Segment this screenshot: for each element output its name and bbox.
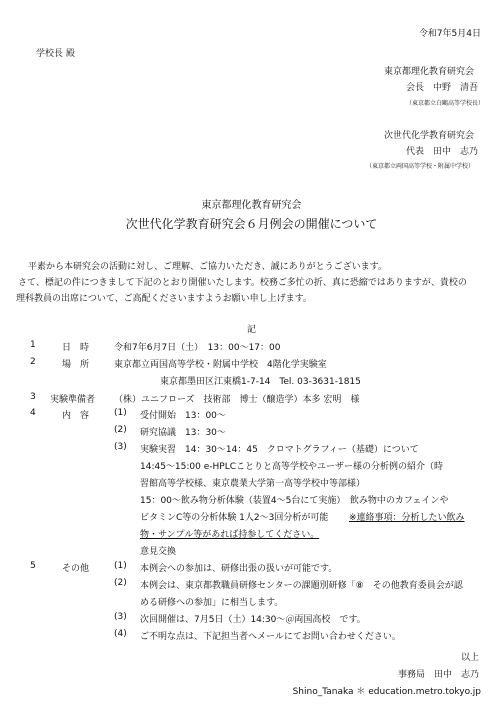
sub-number: (2) bbox=[114, 425, 127, 435]
sub-text: ビタミンC等の分析体験 1人2～3回分析が可能 bbox=[140, 513, 329, 523]
sub-text: 研究協議 13：30～ bbox=[140, 428, 226, 438]
sub-number: (4) bbox=[114, 629, 127, 639]
sender-affil: （東京都立両国高等学校・附属中学校） bbox=[366, 163, 475, 170]
item-number: 2 bbox=[30, 357, 36, 367]
closing: 以上 bbox=[460, 653, 479, 663]
sender-name: 会長 中野 清吾 bbox=[406, 83, 479, 93]
item-number: 4 bbox=[30, 408, 36, 418]
sub-text: 15：00～飲み物分析体験（装置4～5台にて実施） 飲み物中のカフェインや bbox=[140, 496, 449, 506]
sub-number: (1) bbox=[114, 561, 127, 571]
sender-org: 東京都理化教育研究会 bbox=[384, 67, 475, 77]
sub-text: 14:45～15:00 e-HPLCことりと高等学校やユーザー様の分析例の紹介（時 bbox=[140, 462, 444, 472]
item-label: 場 所 bbox=[62, 360, 90, 370]
item-number: 5 bbox=[30, 561, 36, 571]
sub-text: 受付開始 13：00～ bbox=[140, 411, 226, 421]
page-title: 次世代化学教育研究会６月例会の開催について bbox=[125, 217, 378, 231]
sub-text: ご不明な点は、下記担当者へメールにてお問い合わせください。 bbox=[140, 632, 401, 642]
sub-text: める研修への参加」に相当します。 bbox=[140, 598, 284, 608]
sender-name: 代表 田中 志乃 bbox=[406, 147, 479, 157]
item-label: その他 bbox=[62, 564, 90, 574]
sub-number: (2) bbox=[114, 578, 127, 588]
intro-line: さて、標記の件につきまして下記のとおり開催いたします。校務ご多忙の折、真に恐縮ではありますが、貴校の bbox=[18, 278, 467, 288]
sub-number: (3) bbox=[114, 612, 127, 622]
title-org: 東京都理化教育研究会 bbox=[201, 200, 302, 211]
item-text: （株）ユニフローズ 技術部 博士（醸造学）本多 宏明 様 bbox=[114, 395, 360, 405]
intro-line: 平素から本研究会の活動に対し、ご理解、ご協力いただき、誠にありがとうございます。 bbox=[28, 262, 387, 272]
contact-email: Shino_Tanaka ＊ education.metro.tokyo.jp bbox=[292, 687, 481, 697]
sub-number: (3) bbox=[114, 442, 127, 452]
item-number: 1 bbox=[30, 340, 36, 350]
sub-text: 意見交換 bbox=[140, 547, 177, 557]
item-label: 実験準備者 bbox=[50, 395, 96, 405]
note-text: ※連絡事項：分析したい飲み bbox=[349, 513, 465, 523]
sub-text: 実験実習 14：30～14：45 クロマトグラフィー（基礎）について bbox=[140, 445, 419, 455]
item-text: 東京都立両国高等学校・附属中学校 4階化学実験室 bbox=[114, 360, 327, 370]
sub-number: (1) bbox=[114, 408, 127, 418]
note-text: 物・サンプル等があれば持参してください。 bbox=[140, 530, 320, 540]
item-text: 令和7年6月7日（土） 13：00～17：00 bbox=[114, 343, 281, 353]
sender-org: 次世代化学教育研究会 bbox=[384, 131, 475, 141]
contact-line: 事務局 田中 志乃 bbox=[397, 670, 479, 680]
item-number: 3 bbox=[30, 392, 36, 402]
sub-text: 習館高等学校様、東京農業大学第一高等学校中等部様） bbox=[140, 479, 366, 489]
sub-text: 本例会への参加は、研修出張の扱いが可能です。 bbox=[140, 564, 338, 574]
sub-text: 本例会は、東京都教職員研修センターの課題別研修「⑧ その他教育委員会が認 bbox=[140, 581, 463, 591]
item-text: 東京都墨田区江東橋1-7-14 Tel. 03-3631-1815 bbox=[160, 377, 361, 387]
ki-heading: 記 bbox=[246, 325, 256, 335]
intro-line: 理科教員の出席について、ご高配くださいますようお願い申し上げます。 bbox=[16, 294, 312, 304]
sub-text: 次回開催は、7月5日（土）14:30～＠両国高校 です。 bbox=[140, 615, 366, 625]
recipient: 学校長 殿 bbox=[36, 49, 75, 59]
sender-affil: （東京都立白鷗高等学校長） bbox=[406, 100, 485, 107]
item-label: 内 容 bbox=[62, 411, 90, 421]
date: 令和7年5月4日 bbox=[418, 29, 481, 39]
item-label: 日 時 bbox=[62, 343, 90, 353]
